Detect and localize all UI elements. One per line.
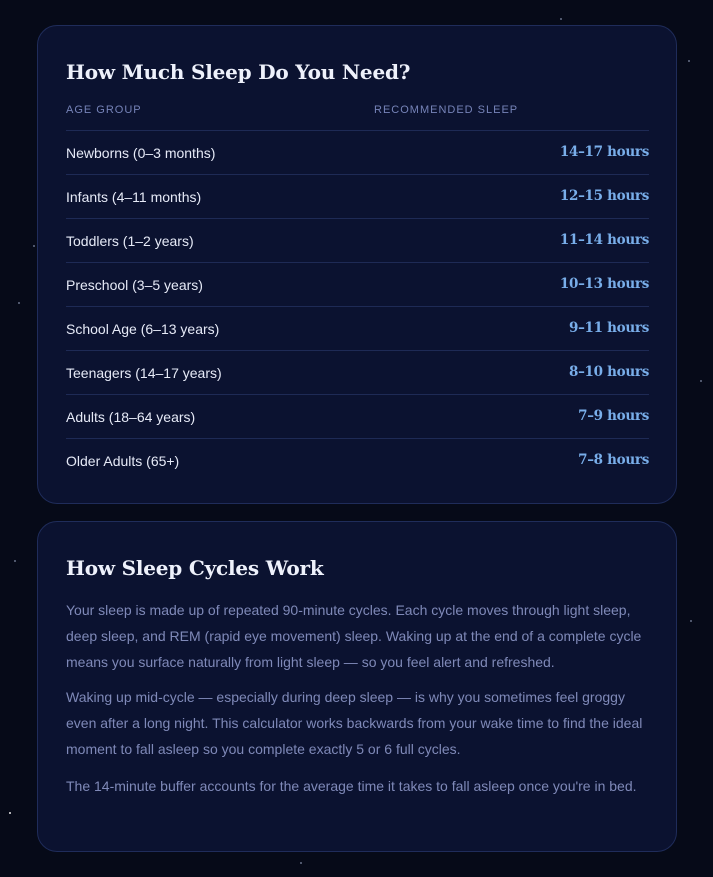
star	[300, 862, 302, 864]
star	[33, 245, 35, 247]
table-row	[66, 219, 649, 263]
column-header-age-group: AGE GROUP	[66, 104, 142, 116]
star	[688, 60, 690, 62]
cycles-paragraph: Your sleep is made up of repeated 90-minute cycles. Each cycle moves through light sleep, deep sleep, and REM (rapid eye movement) sleep. Waking up at the end of a complete cycle means you surface naturally from light sleep — so you feel alert and refreshed.	[66, 602, 642, 670]
table-row	[66, 175, 649, 219]
sleep-needs-title: How Much Sleep Do You Need?	[66, 60, 411, 84]
age-group-cell: Adults (18–64 years)	[66, 409, 196, 425]
star	[690, 620, 692, 622]
recommended-hours-cell: 14–17 hours	[559, 144, 649, 160]
age-group-cell: Infants (4–11 months)	[66, 189, 202, 205]
recommended-hours-cell: 7–8 hours	[578, 452, 649, 468]
table-row	[66, 263, 649, 307]
sleep-cycles-card	[37, 521, 677, 852]
sleep-table-header	[66, 104, 649, 131]
cycles-paragraph: The 14-minute buffer accounts for the average time it takes to fall asleep once you're in bed.	[66, 778, 637, 794]
cycles-paragraph: Waking up mid-cycle — especially during deep sleep — is why you sometimes feel groggy even after a long night. This calculator works backwards from your wake time to find the ideal moment to fall asleep so you complete exactly 5 or 6 full cycles.	[66, 689, 643, 757]
star	[9, 812, 11, 814]
recommended-hours-cell: 9–11 hours	[569, 320, 649, 336]
sleep-cycles-title: How Sleep Cycles Work	[66, 556, 324, 580]
table-row	[66, 307, 649, 351]
recommended-hours-cell: 10–13 hours	[559, 276, 649, 292]
recommended-hours-cell: 11–14 hours	[559, 232, 649, 248]
table-row	[66, 395, 649, 439]
age-group-cell: School Age (6–13 years)	[66, 321, 220, 337]
recommended-hours-cell: 8–10 hours	[569, 364, 649, 380]
star	[560, 18, 562, 20]
star	[18, 302, 20, 304]
age-group-cell: Teenagers (14–17 years)	[66, 365, 222, 381]
recommended-hours-cell: 12–15 hours	[559, 188, 649, 204]
sleep-table-body	[66, 131, 649, 482]
age-group-cell: Older Adults (65+)	[66, 453, 180, 469]
age-group-cell: Preschool (3–5 years)	[66, 277, 203, 293]
table-row	[66, 131, 649, 175]
star	[14, 560, 16, 562]
age-group-cell: Newborns (0–3 months)	[66, 145, 216, 161]
column-header-recommended-sleep: RECOMMENDED SLEEP	[374, 104, 519, 116]
star	[700, 380, 702, 382]
sleep-needs-card	[37, 25, 677, 504]
table-row	[66, 439, 649, 482]
table-row	[66, 351, 649, 395]
recommended-hours-cell: 7–9 hours	[578, 408, 649, 424]
age-group-cell: Toddlers (1–2 years)	[66, 233, 194, 249]
